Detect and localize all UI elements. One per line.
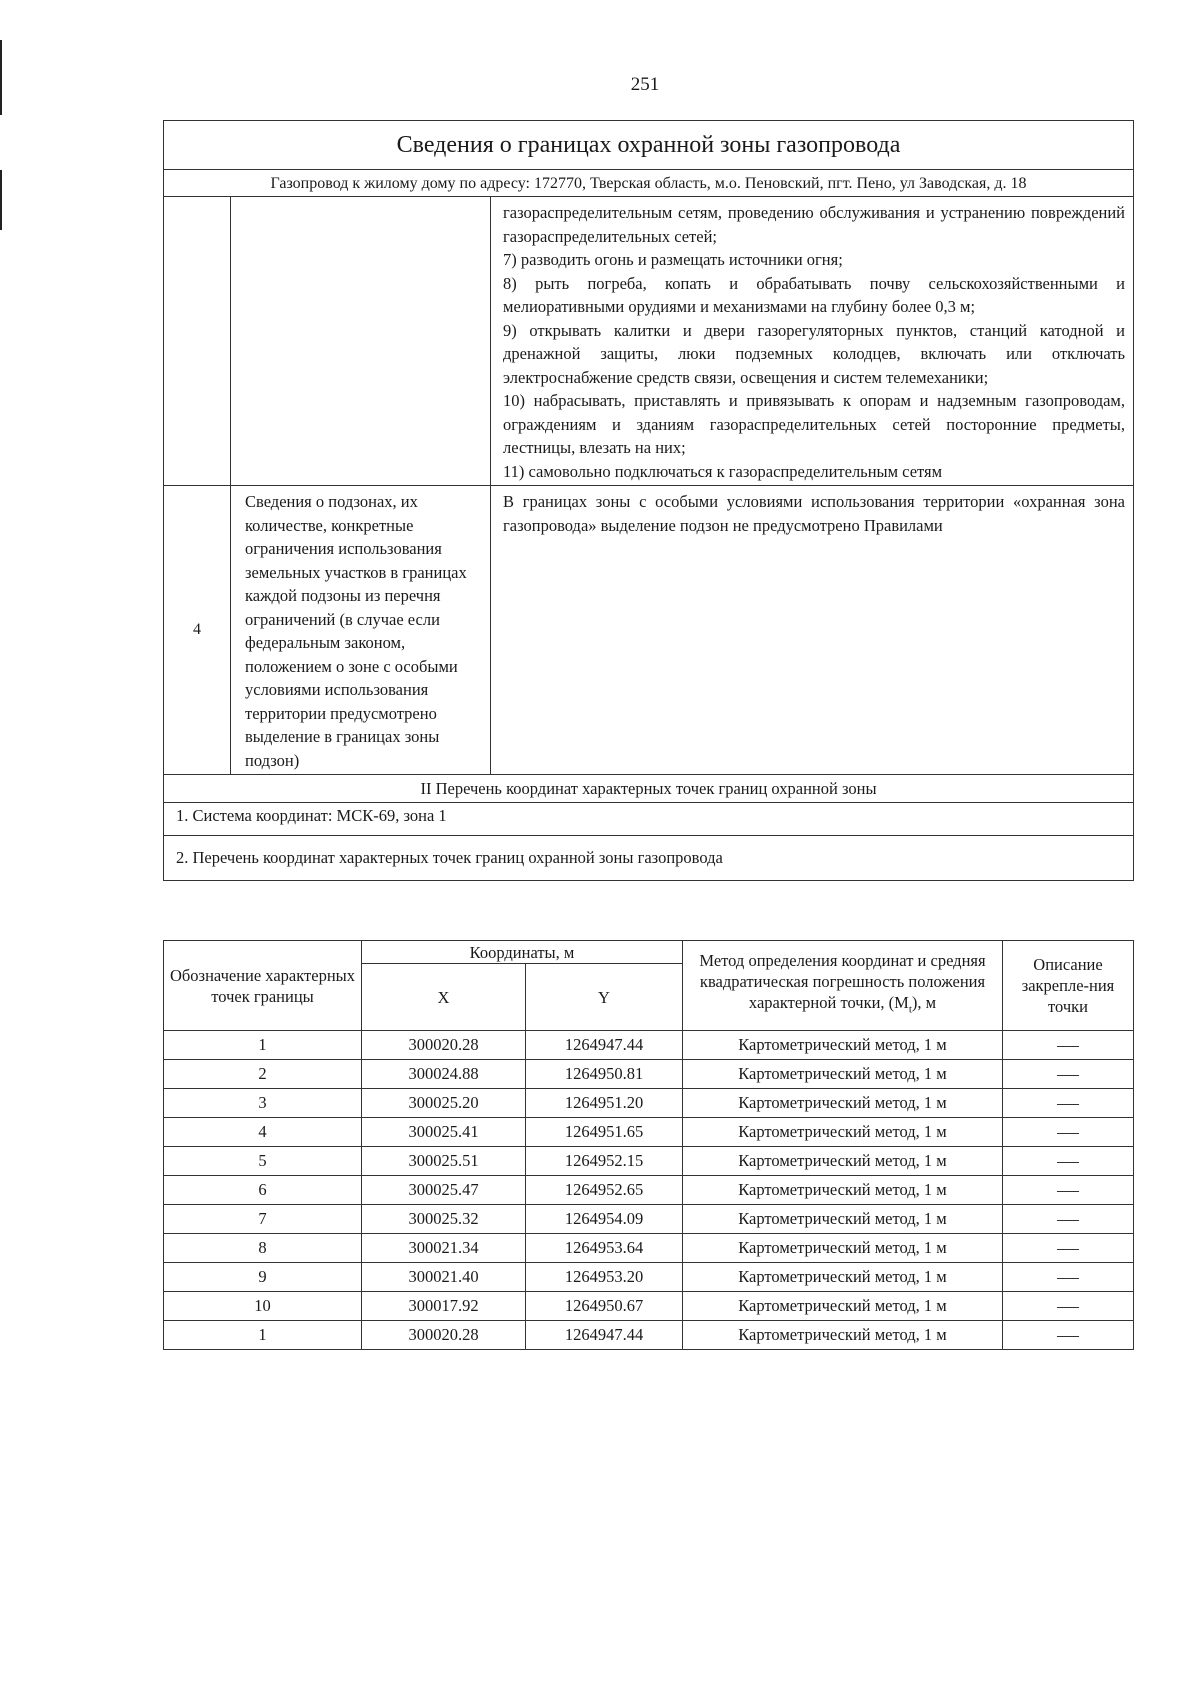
coord-y: 1264951.20 xyxy=(526,1089,683,1118)
restriction-item: 8) рыть погреба, копать и обрабатывать почву сельскохозяйственными и мелиоративными орудиями и механизмами на глубину более 0,3 м; xyxy=(503,273,1126,316)
coordinate-row xyxy=(164,1234,1134,1263)
scan-edge-mark xyxy=(0,170,2,230)
restrictions-text xyxy=(491,197,1134,486)
pipeline-address: Газопровод к жилому дому по адресу: 172770, Тверская область, м.о. Пеновский, пгт. Пено, ул Заводская, д. 18 xyxy=(164,170,1134,197)
coordinate-row xyxy=(164,1060,1134,1089)
header-coordinates: Координаты, м xyxy=(362,941,683,964)
restriction-item: 7) разводить огонь и размещать источники огня; xyxy=(503,250,843,269)
page-number: 251 xyxy=(630,74,660,95)
fixation-description xyxy=(1003,1031,1134,1060)
coordinate-row xyxy=(164,1321,1134,1350)
coord-x: 300025.20 xyxy=(362,1089,526,1118)
restriction-item: 11) самовольно подключаться к газораспределительным сетям xyxy=(503,461,943,481)
point-id: 1 xyxy=(164,1321,362,1350)
coordinate-row xyxy=(164,1205,1134,1234)
section-2-title: II Перечень координат характерных точек границ охранной зоны xyxy=(164,775,1134,803)
fixation-description xyxy=(1003,1205,1134,1234)
point-id: 10 xyxy=(164,1292,362,1321)
coord-x: 300024.88 xyxy=(362,1060,526,1089)
coord-y: 1264947.44 xyxy=(526,1321,683,1350)
empty-dash xyxy=(1057,1220,1079,1221)
coord-x: 300025.47 xyxy=(362,1176,526,1205)
header-y: Y xyxy=(526,964,683,1031)
point-id: 1 xyxy=(164,1031,362,1060)
coordinate-list-title: 2. Перечень координат характерных точек границ охранной зоны газопровода xyxy=(164,836,1134,881)
coordinate-row xyxy=(164,1089,1134,1118)
coord-x: 300020.28 xyxy=(362,1321,526,1350)
point-id: 5 xyxy=(164,1147,362,1176)
coord-x: 300025.32 xyxy=(362,1205,526,1234)
coordinate-row xyxy=(164,1292,1134,1321)
coordinate-system: 1. Система координат: МСК-69, зона 1 xyxy=(164,803,1134,836)
subzones-value: В границах зоны с особыми условиями использования территории «охранная зона газопровода» выделение подзон не предусмотрено Правилами xyxy=(491,486,1134,775)
empty-dash xyxy=(1057,1307,1079,1308)
coord-y: 1264953.64 xyxy=(526,1234,683,1263)
method: Картометрический метод, 1 м xyxy=(683,1292,1003,1321)
empty-dash xyxy=(1057,1075,1079,1076)
point-id: 7 xyxy=(164,1205,362,1234)
coord-y: 1264947.44 xyxy=(526,1031,683,1060)
header-description: Описание закрепле-ния точки xyxy=(1003,941,1134,1031)
empty-dash xyxy=(1057,1278,1079,1279)
empty-dash xyxy=(1057,1046,1079,1047)
fixation-description xyxy=(1003,1234,1134,1263)
fixation-description xyxy=(1003,1089,1134,1118)
method: Картометрический метод, 1 м xyxy=(683,1060,1003,1089)
zone-info-table xyxy=(163,120,1134,881)
fixation-description xyxy=(1003,1147,1134,1176)
coord-x: 300021.34 xyxy=(362,1234,526,1263)
point-id: 2 xyxy=(164,1060,362,1089)
coord-y: 1264950.67 xyxy=(526,1292,683,1321)
coord-x: 300025.41 xyxy=(362,1118,526,1147)
method: Картометрический метод, 1 м xyxy=(683,1031,1003,1060)
continued-label-cell xyxy=(231,197,491,486)
fixation-description xyxy=(1003,1176,1134,1205)
method: Картометрический метод, 1 м xyxy=(683,1234,1003,1263)
coord-y: 1264950.81 xyxy=(526,1060,683,1089)
empty-dash xyxy=(1057,1133,1079,1134)
row-number: 4 xyxy=(164,486,231,775)
coord-y: 1264954.09 xyxy=(526,1205,683,1234)
coord-y: 1264953.20 xyxy=(526,1263,683,1292)
empty-dash xyxy=(1057,1162,1079,1163)
fixation-description xyxy=(1003,1060,1134,1089)
method: Картометрический метод, 1 м xyxy=(683,1089,1003,1118)
coord-y: 1264952.65 xyxy=(526,1176,683,1205)
coordinate-row xyxy=(164,1263,1134,1292)
method: Картометрический метод, 1 м xyxy=(683,1321,1003,1350)
restriction-item: 10) набрасывать, приставлять и привязывать к опорам и надземным газопроводам, ограждениям и зданиям газораспределительных сетей посторонние предметы, лестницы, влезать на них; xyxy=(503,391,1126,457)
header-x: X xyxy=(362,964,526,1031)
document-title: Сведения о границах охранной зоны газопровода xyxy=(164,121,1134,170)
method: Картометрический метод, 1 м xyxy=(683,1147,1003,1176)
point-id: 8 xyxy=(164,1234,362,1263)
header-method: Метод определения координат и средняя квадратическая погрешность положения характерной точки, $(M_t)$, м xyxy=(683,941,1003,1031)
coord-y: 1264952.15 xyxy=(526,1147,683,1176)
coord-y: 1264951.65 xyxy=(526,1118,683,1147)
restriction-item: 9) открывать калитки и двери газорегуляторных пунктов, станций катодной и дренажной защиты, люки подземных колодцев, включать или отключать электроснабжение средств связи, освещения и систем телемеханики; xyxy=(503,320,1126,387)
fixation-description xyxy=(1003,1292,1134,1321)
coordinate-row xyxy=(164,1176,1134,1205)
continued-number-cell xyxy=(164,197,231,486)
subzones-label: Сведения о подзонах, их количестве, конкретные ограничения использования земельных участков в границах каждой подзоны из перечня ограничений (в случае если федеральным законом, положением о зоне с особыми условиями использования территории предусмотрено выделение в границах зоны подзон) xyxy=(231,486,491,775)
coord-x: 300025.51 xyxy=(362,1147,526,1176)
coordinate-row xyxy=(164,1031,1134,1060)
coordinates-table xyxy=(163,940,1134,1350)
point-id: 6 xyxy=(164,1176,362,1205)
coordinates-body xyxy=(164,1031,1134,1350)
fixation-description xyxy=(1003,1263,1134,1292)
method: Картометрический метод, 1 м xyxy=(683,1176,1003,1205)
point-id: 4 xyxy=(164,1118,362,1147)
fixation-description xyxy=(1003,1118,1134,1147)
empty-dash xyxy=(1057,1104,1079,1105)
coord-x: 300017.92 xyxy=(362,1292,526,1321)
point-id: 9 xyxy=(164,1263,362,1292)
restriction-item: газораспределительным сетям, проведению обслуживания и устранению повреждений газораспределительных сетей; xyxy=(503,203,1126,246)
empty-dash xyxy=(1057,1191,1079,1192)
coordinate-row xyxy=(164,1147,1134,1176)
method: Картометрический метод, 1 м xyxy=(683,1118,1003,1147)
header-point: Обозначение характерных точек границы xyxy=(164,941,362,1031)
empty-dash xyxy=(1057,1336,1079,1337)
method: Картометрический метод, 1 м xyxy=(683,1263,1003,1292)
empty-dash xyxy=(1057,1249,1079,1250)
method: Картометрический метод, 1 м xyxy=(683,1205,1003,1234)
coord-x: 300020.28 xyxy=(362,1031,526,1060)
fixation-description xyxy=(1003,1321,1134,1350)
coordinate-row xyxy=(164,1118,1134,1147)
coord-x: 300021.40 xyxy=(362,1263,526,1292)
point-id: 3 xyxy=(164,1089,362,1118)
